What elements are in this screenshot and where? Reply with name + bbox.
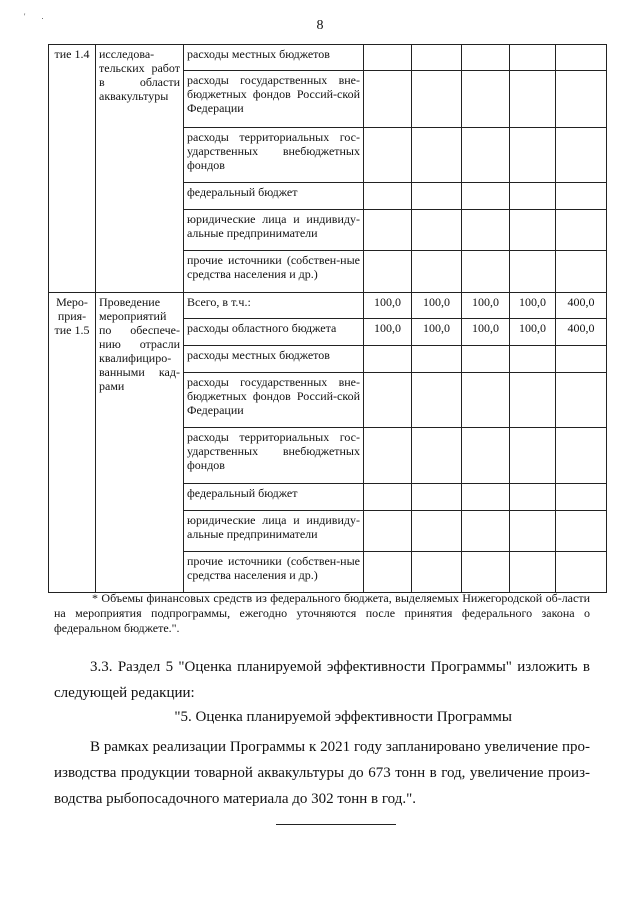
value-cell bbox=[462, 346, 510, 373]
funding-source: расходы государственных вне-бюджетных фондов Россий-ской Федерации bbox=[184, 71, 364, 128]
value-cell bbox=[510, 373, 556, 428]
funding-source: юридические лица и индивиду-альные предприниматели bbox=[184, 210, 364, 251]
value-cell bbox=[364, 552, 412, 593]
value-cell bbox=[462, 45, 510, 71]
value-cell bbox=[462, 484, 510, 511]
value-cell bbox=[556, 128, 607, 183]
value-cell: 400,0 bbox=[556, 319, 607, 346]
value-cell: 100,0 bbox=[364, 319, 412, 346]
end-rule bbox=[276, 824, 396, 825]
section-heading: "5. Оценка планируемой эффективности Программы bbox=[174, 709, 512, 725]
value-cell bbox=[364, 511, 412, 552]
funding-source: расходы территориальных гос-ударственных внебюджетных фондов bbox=[184, 428, 364, 484]
funding-source: прочие источники (собствен-ные средства населения и др.) bbox=[184, 552, 364, 593]
funding-source: расходы территориальных гос-ударственных внебюджетных фондов bbox=[184, 128, 364, 183]
funding-source: расходы местных бюджетов bbox=[184, 45, 364, 71]
value-cell bbox=[412, 183, 462, 210]
financing-table bbox=[48, 44, 607, 593]
value-cell bbox=[556, 71, 607, 128]
activity-name: исследова-тельских работ в области аквакультуры bbox=[96, 45, 184, 293]
value-cell bbox=[556, 210, 607, 251]
value-cell bbox=[364, 251, 412, 293]
value-cell bbox=[556, 511, 607, 552]
value-cell bbox=[556, 484, 607, 511]
activity-code: тие 1.4 bbox=[49, 45, 96, 293]
value-cell: 100,0 bbox=[510, 293, 556, 319]
activity-name: Проведение мероприятий по обеспече-нию отрасли квалифициро-ванными кад-рами bbox=[96, 293, 184, 593]
value-cell bbox=[364, 428, 412, 484]
funding-source: расходы местных бюджетов bbox=[184, 346, 364, 373]
table-group-activity-1-5 bbox=[49, 293, 607, 593]
value-cell bbox=[510, 346, 556, 373]
activity-code: Меро-прия-тие 1.5 bbox=[49, 293, 96, 593]
value-cell bbox=[462, 251, 510, 293]
value-cell bbox=[412, 511, 462, 552]
funding-source: расходы областного бюджета bbox=[184, 319, 364, 346]
value-cell: 100,0 bbox=[364, 293, 412, 319]
funding-source: федеральный бюджет bbox=[184, 183, 364, 210]
value-cell bbox=[412, 373, 462, 428]
value-cell bbox=[510, 71, 556, 128]
value-cell bbox=[462, 552, 510, 593]
value-cell bbox=[556, 251, 607, 293]
table-group-activity-1-4 bbox=[49, 45, 607, 293]
table-footnote: * Объемы финансовых средств из федерального бюджета, выделяемых Нижегородской об-ласти на мероприятия подпрограммы, ежегодно уточняются после принятия федерального закона о федеральном бюджете.". bbox=[54, 591, 590, 635]
value-cell bbox=[412, 210, 462, 251]
value-cell bbox=[364, 346, 412, 373]
value-cell: 400,0 bbox=[556, 293, 607, 319]
value-cell: 100,0 bbox=[462, 319, 510, 346]
value-cell bbox=[510, 210, 556, 251]
funding-source: прочие источники (собствен-ные средства населения и др.) bbox=[184, 251, 364, 293]
value-cell bbox=[510, 428, 556, 484]
amendment-paragraph: 3.3. Раздел 5 "Оценка планируемой эффективности Программы" изложить в следующей редакции: bbox=[54, 659, 590, 701]
value-cell bbox=[462, 183, 510, 210]
value-cell bbox=[412, 71, 462, 128]
value-cell bbox=[556, 428, 607, 484]
value-cell bbox=[412, 552, 462, 593]
value-cell bbox=[364, 373, 412, 428]
value-cell bbox=[364, 484, 412, 511]
value-cell bbox=[412, 428, 462, 484]
value-cell bbox=[510, 484, 556, 511]
value-cell bbox=[510, 45, 556, 71]
table-row bbox=[49, 293, 607, 319]
value-cell bbox=[364, 71, 412, 128]
value-cell: 100,0 bbox=[462, 293, 510, 319]
section-body-text: В рамках реализации Программы к 2021 году запланировано увеличение про-изводства продукции товарной аквакультуры до 673 тонн в год, увеличение произ-водства рыбопосадочного материала до 302 тонн в год.". bbox=[54, 739, 590, 807]
value-cell: 100,0 bbox=[412, 319, 462, 346]
funding-source: Всего, в т.ч.: bbox=[184, 293, 364, 319]
value-cell bbox=[510, 552, 556, 593]
funding-source: федеральный бюджет bbox=[184, 484, 364, 511]
value-cell bbox=[364, 183, 412, 210]
value-cell bbox=[412, 484, 462, 511]
table-row bbox=[49, 45, 607, 71]
value-cell bbox=[412, 251, 462, 293]
value-cell bbox=[462, 128, 510, 183]
funding-source: юридические лица и индивиду-альные предприниматели bbox=[184, 511, 364, 552]
value-cell bbox=[364, 128, 412, 183]
value-cell bbox=[556, 552, 607, 593]
value-cell bbox=[412, 45, 462, 71]
value-cell bbox=[556, 183, 607, 210]
value-cell bbox=[364, 45, 412, 71]
value-cell bbox=[556, 346, 607, 373]
value-cell bbox=[510, 251, 556, 293]
value-cell bbox=[510, 128, 556, 183]
scan-marks: ' . bbox=[24, 12, 44, 21]
value-cell bbox=[462, 210, 510, 251]
value-cell bbox=[510, 183, 556, 210]
value-cell bbox=[412, 128, 462, 183]
page-number: 8 bbox=[316, 18, 324, 33]
value-cell: 100,0 bbox=[510, 319, 556, 346]
value-cell bbox=[364, 210, 412, 251]
funding-source: расходы государственных вне-бюджетных фондов Россий-ской Федерации bbox=[184, 373, 364, 428]
value-cell bbox=[510, 511, 556, 552]
value-cell: 100,0 bbox=[412, 293, 462, 319]
value-cell bbox=[556, 45, 607, 71]
value-cell bbox=[462, 511, 510, 552]
value-cell bbox=[556, 373, 607, 428]
value-cell bbox=[462, 373, 510, 428]
value-cell bbox=[412, 346, 462, 373]
value-cell bbox=[462, 428, 510, 484]
value-cell bbox=[462, 71, 510, 128]
